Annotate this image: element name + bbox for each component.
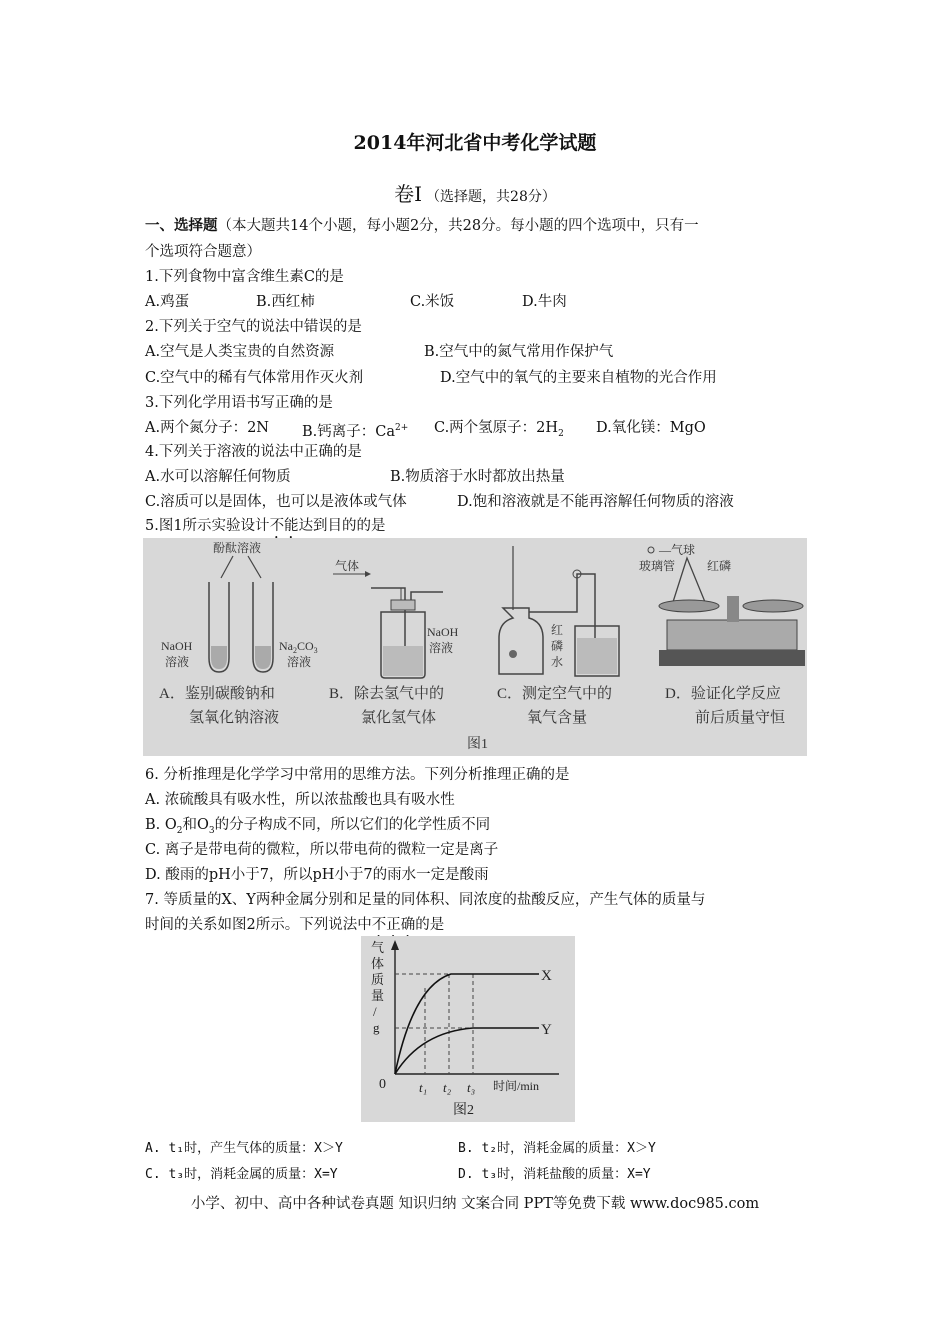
q6-option-b: B. $O_2$和$O_3$的分子构成不同，所以它们的化学性质不同 — [145, 817, 491, 836]
figure-2 — [361, 936, 575, 1122]
balance-body — [667, 620, 797, 650]
fig1-option-c-line2: 氧气含量 — [527, 710, 588, 726]
section-heading: 一、选择题 — [145, 217, 218, 234]
q1-option-a: A.鸡蛋 — [145, 294, 190, 310]
fig2-t1: t₁ — [419, 1080, 428, 1095]
fig1-gas-label: 气体 — [335, 559, 360, 573]
fig1-solution-label-a1: 溶液 — [165, 655, 190, 669]
fig1-option-b-line1: B．除去氢气中的 — [329, 686, 445, 702]
q3-stem: 3.下列化学用语书写正确的是 — [145, 395, 333, 411]
fig1-option-a-line2: 氢氧化钠溶液 — [189, 710, 280, 726]
fig1-option-d-line2: 前后质量守恒 — [695, 710, 786, 726]
section-intro — [145, 216, 699, 236]
fig1-solution-label-a2: 溶液 — [287, 655, 312, 669]
section-desc-2: 个选项符合题意） — [145, 244, 261, 260]
gas-collection-bottle — [499, 608, 543, 674]
figure-1 — [143, 538, 807, 756]
q2-option-d: D.空气中的氧气的主要来自植物的光合作用 — [440, 370, 717, 386]
q3-option-b: B.钙离子：$Ca^{2+}$ — [302, 423, 409, 440]
q7-stem-1: 7. 等质量的X、Y两种金属分别和足量的同体积、同浓度的盐酸反应，产生气体的质量与 — [145, 892, 706, 908]
fig2-ylabel-3: 质 — [371, 972, 385, 987]
fig2-origin: 0 — [379, 1077, 386, 1092]
page-title: 2014年河北省中考化学试题 — [353, 132, 597, 154]
q6-option-d: D. 酸雨的pH小于7，所以pH小于7的雨水一定是酸雨 — [145, 867, 489, 883]
fig2-t2: t₂ — [443, 1080, 452, 1095]
fig2-caption: 图2 — [453, 1103, 474, 1118]
fig2-ylabel-5: / — [373, 1004, 377, 1019]
fig2-ylabel-4: 量 — [371, 988, 385, 1003]
fig2-series-x-label: X — [541, 968, 552, 984]
q4-stem: 4.下列关于溶液的说法中正确的是 — [145, 444, 362, 460]
q7-option-a: A. t₁时，产生气体的质量：X＞Y — [145, 1141, 343, 1156]
fig1-caption: 图1 — [467, 737, 488, 752]
fig1-red-p-label: 红磷 — [707, 559, 732, 573]
q7-option-c: C. t₃时，消耗金属的质量：X=Y — [145, 1167, 338, 1182]
q1-option-d: D.牛肉 — [522, 294, 567, 310]
q2-option-b: B.空气中的氮气常用作保护气 — [424, 344, 614, 360]
q4-option-b: B.物质溶于水时都放出热量 — [390, 469, 565, 485]
q6-option-a: A. 浓硫酸具有吸水性，所以浓盐酸也具有吸水性 — [145, 792, 455, 808]
fig1-naoh2-label: NaOH — [427, 625, 459, 639]
q3-option-d: D.氧化镁：MgO — [596, 420, 706, 436]
q2-option-c: C.空气中的稀有气体常用作灭火剂 — [145, 370, 364, 386]
test-tube-left-liquid — [211, 646, 227, 669]
q4-option-c: C.溶质可以是固体，也可以是液体或气体 — [145, 494, 407, 510]
conical-flask — [673, 558, 705, 602]
fig1-balloon-label: —气球 — [659, 543, 696, 557]
q7-stem-2: 时间的关系如图2所示。下列说法中不正确的是 — [145, 917, 445, 933]
q3-option-a: A.两个氮分子：2N — [145, 420, 269, 436]
fig1-option-b-line2: 氯化氢气体 — [361, 710, 437, 726]
q2-option-a: A.空气是人类宝贵的自然资源 — [145, 344, 335, 360]
q4-option-a: A.水可以溶解任何物质 — [145, 469, 291, 485]
fig1-red-p-label-1: 红 — [551, 623, 564, 637]
fig1-phenol-label: 酚酞溶液 — [213, 541, 262, 555]
fig2-curve-x — [395, 974, 539, 1074]
fig1-option-d-line1: D．验证化学反应 — [665, 686, 781, 702]
fig1-water-label: 水 — [551, 655, 564, 669]
fig2-ylabel-2: 体 — [371, 956, 385, 971]
q1-option-b: B.西红柿 — [256, 294, 315, 310]
q5-stem: 5.图1所示实验设计不能达到目的的是 — [145, 518, 386, 534]
fig2-series-y-label: Y — [541, 1022, 552, 1038]
q1-stem: 1.下列食物中富含维生素C的是 — [145, 269, 344, 285]
q7-option-d: D. t₃时，消耗盐酸的质量：X=Y — [458, 1167, 651, 1182]
fig2-ylabel-1: 气 — [371, 940, 385, 955]
volume-name: 卷Ⅰ — [394, 182, 423, 206]
q4-option-d: D.饱和溶液就是不能再溶解任何物质的溶液 — [457, 494, 734, 510]
fig1-option-a-line1: A．鉴别碳酸钠和 — [159, 686, 275, 702]
fig2-x-label: 时间/min — [493, 1079, 540, 1093]
q3-option-c: C.两个氢原子：$2H_2$ — [434, 420, 564, 439]
fig2-ylabel-6: g — [373, 1020, 380, 1035]
fig1-option-c-line1: C．测定空气中的 — [497, 686, 613, 702]
fig1-na2co3-label: $Na_2CO_3$ — [279, 639, 318, 655]
q7-option-b: B. t₂时，消耗金属的质量：X＞Y — [458, 1141, 656, 1156]
volume-note: （选择题，共28分） — [426, 189, 556, 205]
footer-promo: 小学、初中、高中各种试卷真题 知识归纳 文案合同 PPT等免费下载 www.doc985.com — [190, 1196, 760, 1212]
volume-heading — [0, 178, 950, 207]
fig1-naoh-label: NaOH — [161, 639, 193, 653]
q2-stem: 2.下列关于空气的说法中错误的是 — [145, 319, 362, 335]
q6-option-c: C. 离子是带电荷的微粒，所以带电荷的微粒一定是离子 — [145, 842, 499, 858]
q1-option-c: C.米饭 — [410, 294, 455, 310]
fig2-curve-y — [395, 1028, 539, 1074]
section-desc: （本大题共14个小题，每小题2分，共28分。每小题的四个选项中，只有一 — [217, 218, 699, 234]
fig2-t3: t₃ — [467, 1080, 476, 1095]
test-tube-right-liquid — [255, 646, 271, 669]
fig1-red-p-label-2: 磷 — [551, 639, 564, 653]
q6-stem: 6. 分析推理是化学学习中常用的思维方法。下列分析推理正确的是 — [145, 767, 570, 783]
fig1-glass-tube-label: 玻璃管 — [639, 559, 676, 573]
fig1-solution-label-b: 溶液 — [429, 641, 454, 655]
